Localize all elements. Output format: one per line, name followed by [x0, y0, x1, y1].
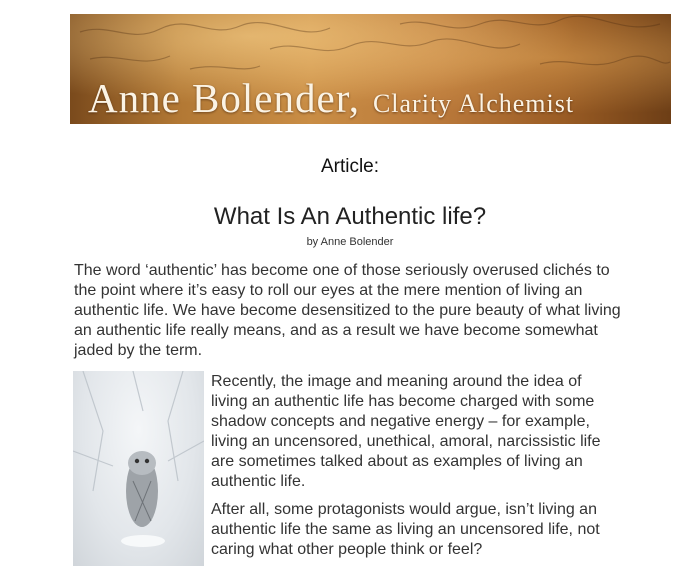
article-label: Article:	[320, 156, 380, 177]
site-tagline: Clarity Alchemist	[372, 89, 575, 118]
owl-icon	[73, 371, 204, 566]
site-title	[88, 74, 661, 122]
article-byline: by Anne Bolender	[306, 236, 394, 248]
header-banner	[70, 14, 671, 124]
article-paragraph: After all, some protagonists would argue, isn’t living an authentic life the same as living an uncensored life, not caring what other people think or feel?	[211, 501, 600, 558]
article-paragraph: The word ‘authentic’ has become one of those seriously overused clichés to the point where it’s easy to roll our eyes at the mere mention of living an authentic life. We have become desensitized to the pure beauty of what living an authentic life really means, and as a result we have become somewhat jaded by the term.	[74, 262, 621, 359]
article-title: What Is An Authentic life?	[213, 203, 487, 230]
owl-photo	[73, 371, 204, 566]
article-paragraph: Recently, the image and meaning around the idea of living an authentic life has become charged with some shadow concepts and negative energy – for example, living an uncensored, unethical, amoral, narcissistic life are sometimes talked about as examples of living an authentic life.	[211, 373, 601, 490]
site-name: Anne Bolender,	[88, 75, 360, 121]
